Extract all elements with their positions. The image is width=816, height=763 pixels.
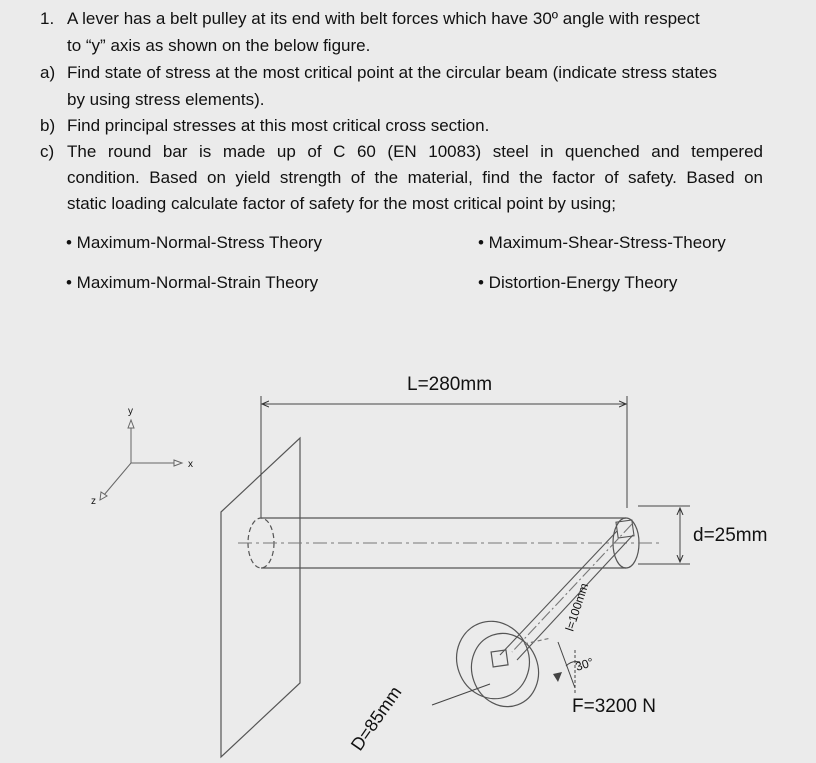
part-a-label: a) bbox=[40, 63, 56, 82]
part-a-line2: by using stress elements). bbox=[67, 90, 265, 109]
force-arrowhead bbox=[553, 672, 562, 682]
pulley-disc-front bbox=[461, 624, 548, 716]
theory-distortion-energy: • Distortion-Energy Theory bbox=[478, 273, 678, 292]
part-a-line1: Find state of stress at the most critical point at the circular beam (indicate stress states bbox=[67, 63, 718, 82]
pulley-hub-square bbox=[491, 650, 508, 667]
lever-length-label: l=100mm bbox=[562, 581, 592, 633]
theory-max-shear-stress: • Maximum-Shear-Stress-Theory bbox=[478, 233, 726, 252]
part-c-line2: condition. Based on yield strength of the material, find the factor of safety. Based on bbox=[67, 168, 763, 187]
pulley-diameter-label: D=85mm bbox=[346, 682, 406, 755]
theory-max-normal-stress: • Maximum-Normal-Stress Theory bbox=[66, 233, 322, 252]
length-dimension bbox=[261, 396, 627, 518]
pulley-disc-back bbox=[446, 611, 540, 709]
length-label: L=280mm bbox=[407, 374, 493, 395]
part-b-label: b) bbox=[40, 116, 56, 135]
y-axis-arrowhead bbox=[128, 420, 134, 428]
round-bar bbox=[238, 518, 660, 568]
force-label: F=3200 N bbox=[572, 696, 656, 717]
x-axis-label: x bbox=[188, 459, 193, 470]
y-axis-label: y bbox=[128, 406, 133, 417]
diameter-label: d=25mm bbox=[693, 525, 768, 546]
lever-edge-left bbox=[500, 531, 617, 655]
theory-max-normal-strain: • Maximum-Normal-Strain Theory bbox=[66, 273, 319, 292]
part-c-line3: static loading calculate factor of safety for the most critical point by using; bbox=[67, 194, 616, 213]
coordinate-axes bbox=[100, 420, 182, 500]
angle-label: 30° bbox=[573, 654, 596, 674]
part-b-line1: Find principal stresses at this most critical cross section. bbox=[67, 116, 490, 135]
problem-number: 1. bbox=[40, 9, 55, 28]
pulley-center-mark bbox=[524, 638, 551, 644]
z-axis-label: z bbox=[91, 496, 96, 507]
x-axis-arrowhead bbox=[174, 460, 182, 466]
diameter-dimension bbox=[638, 506, 690, 564]
problem-intro-line2: to “y” axis as shown on the below figure. bbox=[67, 36, 371, 55]
problem-intro-line1: A lever has a belt pulley at its end with belt forces which have 30º angle with respect bbox=[67, 9, 700, 28]
z-axis-line bbox=[104, 463, 131, 495]
part-c-label: c) bbox=[40, 142, 55, 161]
part-c-line1: The round bar is made up of C 60 (EN 10083) steel in quenched and tempered bbox=[67, 142, 763, 161]
